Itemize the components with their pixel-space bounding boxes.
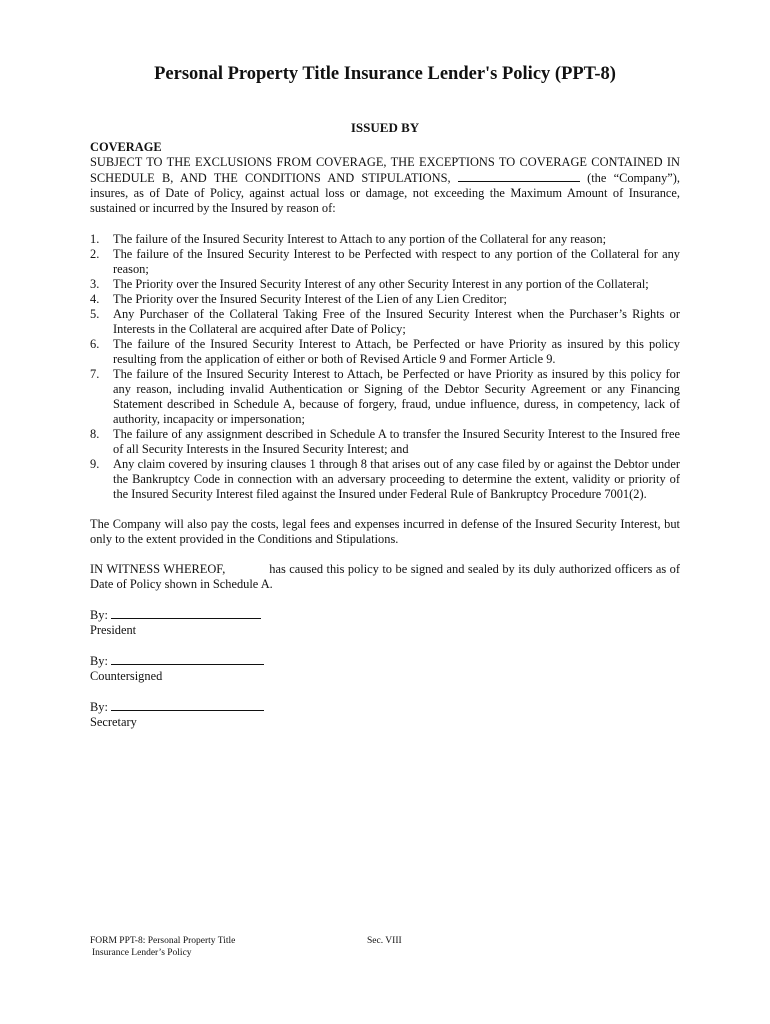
list-item [90,367,680,427]
signature-block-secretary [90,699,680,730]
by-label: By: [90,608,108,622]
signature-block-countersigned [90,653,680,684]
clause-text: The failure of the Insured Security Interest to be Perfected with respect to any portion of the Collateral for any reason; [113,247,680,276]
list-item [90,427,680,457]
clause-number: 3. [90,277,100,291]
witness-part1: IN WITNESS WHEREOF, [90,562,226,576]
clause-text: The Priority over the Insured Security Interest of the Lien of any Lien Creditor; [113,292,507,306]
clause-number: 2. [90,247,100,261]
clause-number: 9. [90,457,100,471]
list-item [90,457,680,502]
footer-form-name [90,935,235,959]
footer-form-line1: FORM PPT-8: Personal Property Title [90,936,236,946]
signature-blank [111,607,261,619]
issued-by-label: ISSUED BY [350,120,420,135]
clause-text: Any Purchaser of the Collateral Taking Free of the Insured Security Interest when the Purchaser’s Rights or Interests in the Collateral are acquired after Date of Policy; [113,307,680,336]
list-item [90,247,680,277]
company-name-blank [458,170,580,182]
clause-number: 4. [90,292,100,306]
signature-blank [111,699,264,711]
signature-role: President [90,623,137,637]
costs-paragraph: The Company will also pay the costs, legal fees and expenses incurred in defense of the Insured Security Interest, but only to the extent provided in the Conditions and Stipulations. [90,517,680,546]
clause-number: 7. [90,367,100,381]
clause-number: 1. [90,232,100,246]
coverage-heading: COVERAGE [90,140,162,154]
signature-line [90,699,680,715]
witness-paragraph [90,562,680,592]
clause-number: 6. [90,337,100,351]
clause-text: Any claim covered by insuring clauses 1 through 8 that arises out of any case filed by or against the Debtor under the Bankruptcy Code in connection with an adversary proceeding to determine the extent, validity or priority of the Insured Security Interest filed against the Insured under Federal Rule of Bankruptcy Procedure 7001(2). [113,457,680,501]
signature-line [90,607,680,623]
list-item [90,307,680,337]
insuring-clauses-list [90,232,680,502]
signature-role: Countersigned [90,669,163,683]
coverage-intro [90,155,680,216]
signature-line [90,653,680,669]
list-item [90,277,680,292]
clause-text: The failure of the Insured Security Interest to Attach, be Perfected or have Priority as insured by this policy resulting from the application of either or both of Revised Article 9 and Former Article 9. [113,337,680,366]
policy-body [90,140,680,730]
footer-section: Sec. VIII [367,936,402,946]
by-label: By: [90,700,108,714]
list-item [90,337,680,367]
clause-text: The Priority over the Insured Security Interest of any other Security Interest in any portion of the Collateral; [113,277,649,291]
clause-text: The failure of the Insured Security Interest to Attach to any portion of the Collateral for any reason; [113,232,607,246]
by-label: By: [90,654,108,668]
list-item [90,232,680,247]
footer-form-line2: Insurance Lender’s Policy [92,948,192,958]
coverage-intro-part1: SUBJECT TO THE EXCLUSIONS FROM COVERAGE, THE EXCEPTIONS TO COVERAGE CONTAINED IN SCHEDULE B, AND THE CONDITIONS AND STIPULATIONS, [90,155,680,185]
signature-role: Secretary [90,715,137,729]
clause-number: 8. [90,427,100,441]
witness-part2: has caused this policy to be signed and sealed by its duly authorized officers as of Date of Policy shown in Schedule A. [90,562,680,591]
signature-blank [111,653,264,665]
coverage-intro-part2: (the “Company”), insures, as of Date of Policy, against actual loss or damage, not exceeding the Maximum Amount of Insurance, sustained or incurred by the Insured by reason of: [90,171,680,215]
list-item [90,292,680,307]
clause-text: The failure of the Insured Security Interest to Attach, be Perfected or have Priority as insured by this policy for any reason, including invalid Authentication or Signing of the Debtor Security Agreement or any Financing Statement described in Schedule A, because of forgery, fraud, undue influence, duress, in competency, lack of authority, incapacity or impersonation; [113,367,680,426]
signature-block-president [90,607,680,638]
clause-number: 5. [90,307,100,321]
clause-text: The failure of any assignment described in Schedule A to transfer the Insured Security Interest to the Insured free of all Security Interests in the Insured Security Interest; and [113,427,680,456]
document-title: Personal Property Title Insurance Lender's Policy (PPT-8) [154,64,616,84]
